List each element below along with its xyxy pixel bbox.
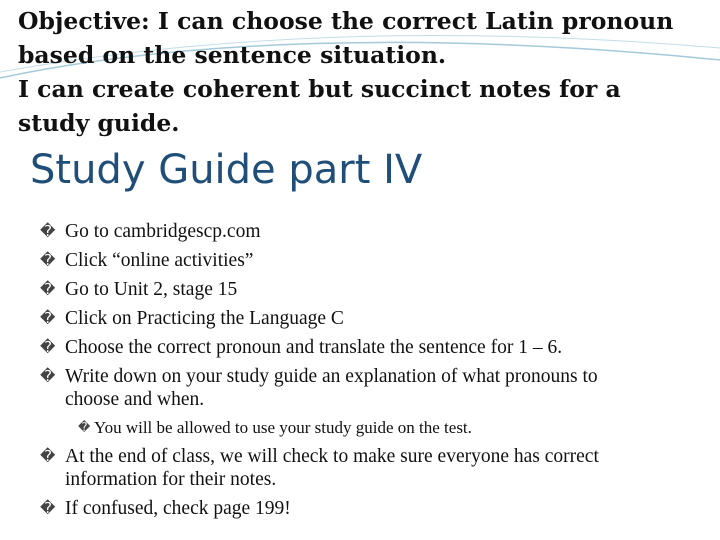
list-item [40,249,700,272]
list-item-text: Click “online activities” [65,250,254,271]
bullet-icon: � [40,309,56,327]
bullet-icon: � [40,280,56,298]
objective-text [18,4,708,140]
list-item [40,307,700,330]
list-item [40,365,640,411]
bullet-icon: � [40,222,56,240]
list-item [40,278,700,301]
list-item-text: Choose the correct pronoun and translate the sentence for 1 – 6. [65,337,563,358]
list-item [40,497,700,520]
list-item-text: If confused, check page 199! [65,498,291,519]
sub-list-item-text: You will be allowed to use your study guide on the test. [94,418,472,437]
page-title: Study Guide part IV [30,147,423,193]
list-item-text: Go to Unit 2, stage 15 [65,279,238,300]
bullet-icon: � [40,338,56,356]
objective-line: based on the sentence situation. [18,41,447,69]
list-item [40,220,700,243]
bullet-icon: � [40,367,56,385]
sub-bullet-icon: � [78,420,91,434]
list-item-text: At the end of class, we will check to make sure everyone has correct information for their notes. [65,446,599,490]
sub-list-item [78,417,698,438]
bullet-icon: � [40,447,56,465]
list-item-text: Click on Practicing the Language C [65,308,344,329]
list-item-text: Write down on your study guide an explanation of what pronouns to choose and when. [65,366,598,410]
objective-line: study guide. [18,109,180,137]
list-item [40,336,700,359]
bullet-icon: � [40,251,56,269]
bullet-icon: � [40,499,56,517]
objective-line: I can create coherent but succinct notes for a [18,75,621,103]
list-item-text: Go to cambridgescp.com [65,221,261,242]
list-item [40,445,660,491]
objective-line: Objective: I can choose the correct Latin pronoun [18,7,674,35]
